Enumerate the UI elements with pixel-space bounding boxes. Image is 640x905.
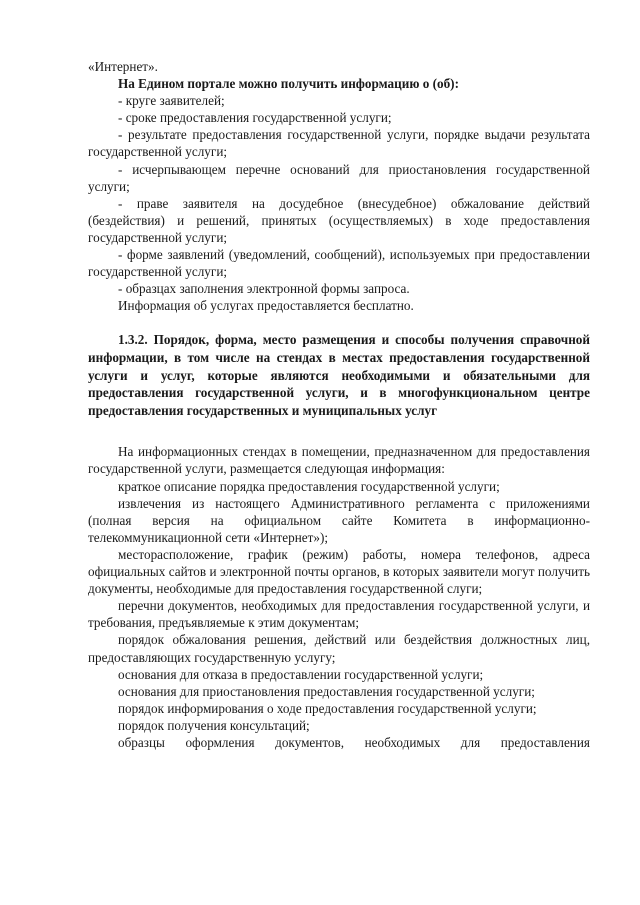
list-item: перечни документов, необходимых для предоставления государственной услуги, и требования, предъявляемые к этим документам; <box>88 598 590 631</box>
list-item: порядок получения консультаций; <box>118 717 310 733</box>
section-heading: 1.3.2. Порядок, форма, место размещения и способы получения справочной информации, в том числе на стендах в местах предоставления государственной услуги и услуг, которые являются необходимыми и обязательными для предоставления государственной услуги, и в многофункциональном центре предоставления государственных и муниципальных услуг <box>88 332 590 418</box>
list-item: - сроке предоставления государственной услуги; <box>118 110 392 126</box>
list-item: порядок обжалования решения, действий или бездействия должностных лиц, предоставляющих государственную услугу; <box>88 632 590 665</box>
stands-intro: На информационных стендах в помещении, предназначенном для предоставления государственной услуги, размещается следующая информация: <box>88 444 590 477</box>
list-item: - образцах заполнения электронной формы запроса. <box>118 281 410 297</box>
list-item: месторасположение, график (режим) работы, номера телефонов, адреса официальных сайтов и электронной почты органов, в которых заявители могут получить документы, необходимые для предоставления государственной слуги; <box>88 546 590 597</box>
list-item: порядок информирования о ходе предоставления государственной услуги; <box>118 700 537 716</box>
list-item: извлечения из настоящего Административного регламента с приложениями (полная версия на официальном сайте Комитета в информационно-телекоммуникационной сети «Интернет»); <box>88 495 590 545</box>
document-page <box>88 58 590 751</box>
list-item: образцы оформления документов, необходимых для предоставления <box>118 734 590 750</box>
list-item: - исчерпывающем перечне оснований для приостановления государственной услуги; <box>88 161 590 194</box>
portal-heading: На Едином портале можно получить информацию о (об): <box>118 76 459 92</box>
spacer <box>88 314 590 331</box>
list-item: краткое описание порядка предоставления государственной услуги; <box>118 478 500 494</box>
list-item: - форме заявлений (уведомлений, сообщений), используемых при предоставлении государственной услуги; <box>88 247 590 280</box>
list-item: - результате предоставления государственной услуги, порядке выдачи результата государственной услуги; <box>88 127 590 160</box>
list-item: - круге заявителей; <box>118 93 225 109</box>
list-item: - праве заявителя на досудебное (внесудебное) обжалование действий (бездействия) и решений, принятых (осуществляемых) в ходе предоставления государственной услуги; <box>88 195 590 245</box>
continuation-text: «Интернет». <box>88 59 158 74</box>
free-info-note: Информация об услугах предоставляется бесплатно. <box>118 298 414 314</box>
list-item: основания для отказа в предоставлении государственной услуги; <box>118 666 484 682</box>
spacer <box>88 419 590 443</box>
list-item: основания для приостановления предоставления государственной услуги; <box>118 683 535 699</box>
